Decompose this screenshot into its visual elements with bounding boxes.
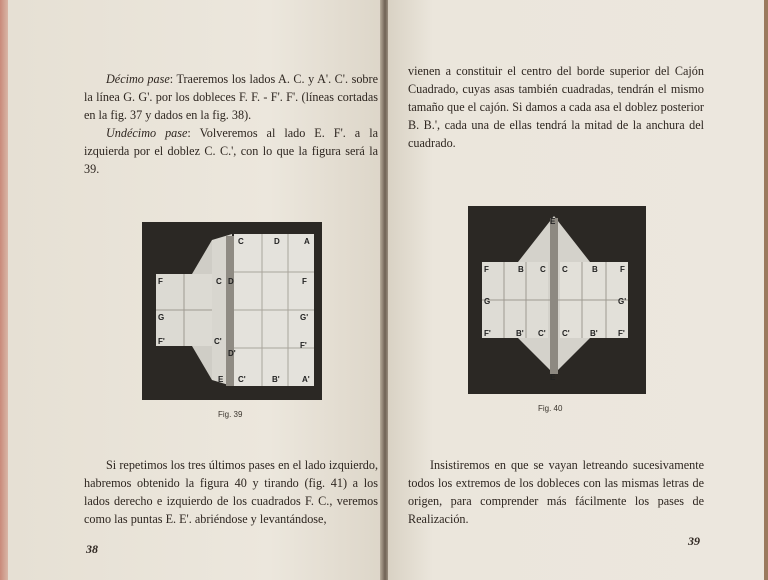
- fig39-label-f-left: F: [158, 277, 163, 286]
- figure-39-drawing: [142, 222, 322, 400]
- page-number-left: 38: [86, 542, 98, 556]
- fig39-label-f-prime-left: F': [158, 337, 165, 346]
- fig39-label-c: C: [238, 237, 244, 246]
- fig40-label-f-prime-r: F': [618, 329, 625, 338]
- figure-40-caption: Fig. 40: [538, 404, 563, 413]
- step-text-10: : Traeremos los lados A. C. y A'. C'. sobre la línea G. G'. por los dobleces F. F. - F'. F'. (líneas cortadas en la fig. 37 y dados en la fig. 38).: [84, 72, 378, 122]
- fig39-label-f-right: F: [302, 277, 307, 286]
- right-paragraph-1: vienen a constituir el centro del borde superior del Cajón Cuadrado, cuyas asas también cuadradas, tendrán el mismo tamaño que el cajón. Si damos a cada asa el doblez posterior B. B.', cada una de ellas tendrá la mitad de la anchura del cuadrado.: [408, 64, 704, 150]
- step-label-10: Décimo pase: [106, 72, 170, 86]
- fig40-label-b-prime-l: B': [516, 329, 524, 338]
- fig40-label-g-r: G': [618, 297, 627, 306]
- left-paragraph-3-block: [84, 456, 378, 528]
- fig39-label-b-prime: B': [272, 375, 280, 384]
- fig40-label-b-r: B: [592, 265, 598, 274]
- page-number-right: 39: [688, 534, 700, 548]
- fig39-label-g-prime: G': [300, 313, 309, 322]
- figure-40-photo: [468, 206, 646, 394]
- fig40-label-c-r: C: [562, 265, 568, 274]
- left-paragraph-2: [84, 124, 378, 178]
- right-paragraph-2-block: [408, 456, 704, 528]
- left-paragraph-block: [84, 70, 378, 178]
- fig40-label-f-l: F: [484, 265, 489, 274]
- fig39-label-d-prime: D': [228, 349, 236, 358]
- fig39-label-a: A: [304, 237, 310, 246]
- fig40-label-c-prime-l: C': [538, 329, 546, 338]
- figure-39-caption: Fig. 39: [218, 410, 243, 419]
- left-page-edge: [0, 0, 8, 580]
- fig39-label-c-prime: C': [214, 337, 222, 346]
- fig40-label-b-l: B: [518, 265, 524, 274]
- fig40-label-e-top: E: [550, 217, 556, 226]
- fig40-label-e-bottom: E: [550, 373, 556, 382]
- fig39-label-d-mid: D: [228, 277, 234, 286]
- figure-40-drawing: [468, 206, 646, 394]
- fig40-label-c-l: C: [540, 265, 546, 274]
- fig40-label-c-prime-r: C': [562, 329, 570, 338]
- fig39-label-e: E: [218, 375, 224, 384]
- fig40-label-b-prime-r: B': [590, 329, 598, 338]
- left-paragraph-1: [84, 70, 378, 124]
- fig39-label-d: D: [274, 237, 280, 246]
- fig39-label-g: G: [158, 313, 165, 322]
- step-label-11: Undécimo pase: [106, 126, 188, 140]
- fig40-label-f-r: F: [620, 265, 625, 274]
- right-paragraph-block: [408, 62, 704, 152]
- step-text-11: : Volveremos al lado E. F'. a la izquierda por el doblez C. C.', con lo que la figura será la 39.: [84, 126, 378, 176]
- right-page-edge: [764, 0, 768, 580]
- figure-39-photo: [142, 222, 322, 400]
- fig39-label-f-prime-r2: F': [300, 341, 307, 350]
- right-paragraph-2: Insistiremos en que se vayan letreando sucesivamente todos los extremos de los dobleces con las mismas letras de origen, para comprender más fácilmente los pases de Realización.: [408, 458, 704, 526]
- fig39-label-c-left: C: [216, 277, 222, 286]
- fig40-label-f-prime-l: F': [484, 329, 491, 338]
- fig39-label-c-prime-b: C': [238, 375, 246, 384]
- fig40-label-g-l: G: [484, 297, 491, 306]
- left-paragraph-3: Si repetimos los tres últimos pases en el lado izquierdo, habremos obtenido la figura 40 y tirando (fig. 41) a los lados derecho e izquierdo de los cuadrados F. C., veremos como las puntas E. E'. abriéndose y levantándose,: [84, 458, 378, 526]
- fig39-label-a-prime: A': [302, 375, 310, 384]
